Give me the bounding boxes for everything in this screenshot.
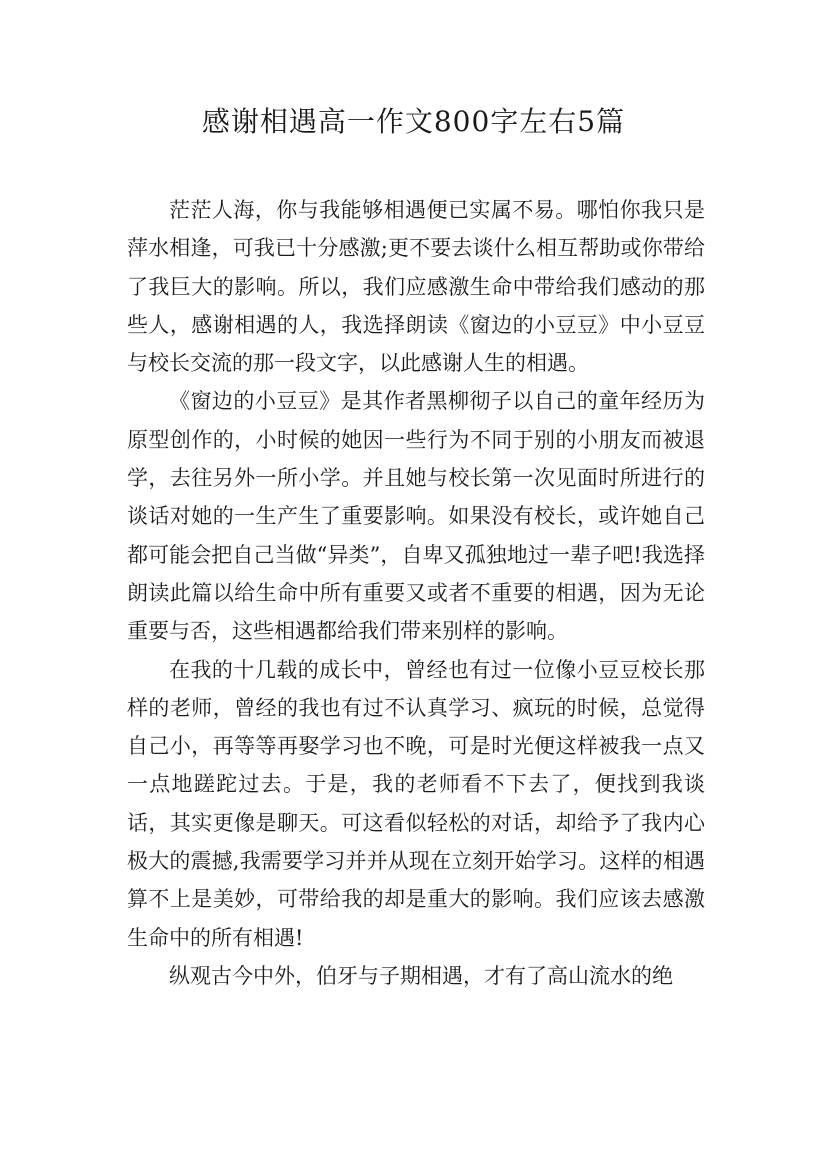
document-body <box>127 191 705 995</box>
paragraph: 在我的十几载的成长中，曾经也有过一位像小豆豆校长那样的老师，曾经的我也有过不认真学习、疯玩的时候，总觉得自己小，再等等再娶学习也不晚，可是时光便这样被我一点又一点地蹉跎过去。于是，我的老师看不下去了，便找到我谈话，其实更像是聊天。可这看似轻松的对话，却给予了我内心极大的震撼,我需要学习并并从现在立刻开始学习。这样的相遇算不上是美妙，可带给我的却是重大的影响。我们应该去感激生命中的所有相遇! <box>127 657 705 950</box>
paragraph: 《窗边的小豆豆》是其作者黑柳彻子以自己的童年经历为原型创作的，小时候的她因一些行为不同于别的小朋友而被退学，去往另外一所小学。并且她与校长第一次见面时所进行的谈话对她的一生产生了重要影响。如果没有校长，或许她自己都可能会把自己当做“异类”，自卑又孤独地过一辈子吧!我选择朗读此篇以给生命中所有重要又或者不重要的相遇，因为无论重要与否，这些相遇都给我们带来别样的影响。 <box>127 389 705 644</box>
paragraph: 纵观古今中外，伯牙与子期相遇，才有了高山流水的绝 <box>169 963 673 988</box>
paragraph: 茫茫人海，你与我能够相遇便已实属不易。哪怕你我只是萍水相逢，可我已十分感激;更不要去谈什么相互帮助或你带给了我巨大的影响。所以，我们应感激生命中带给我们感动的那些人，感谢相遇的人，我选择朗读《窗边的小豆豆》中小豆豆与校长交流的那一段文字，以此感谢人生的相遇。 <box>127 198 705 376</box>
document-title: 感谢相遇高一作文800字左右5篇 <box>201 105 626 138</box>
